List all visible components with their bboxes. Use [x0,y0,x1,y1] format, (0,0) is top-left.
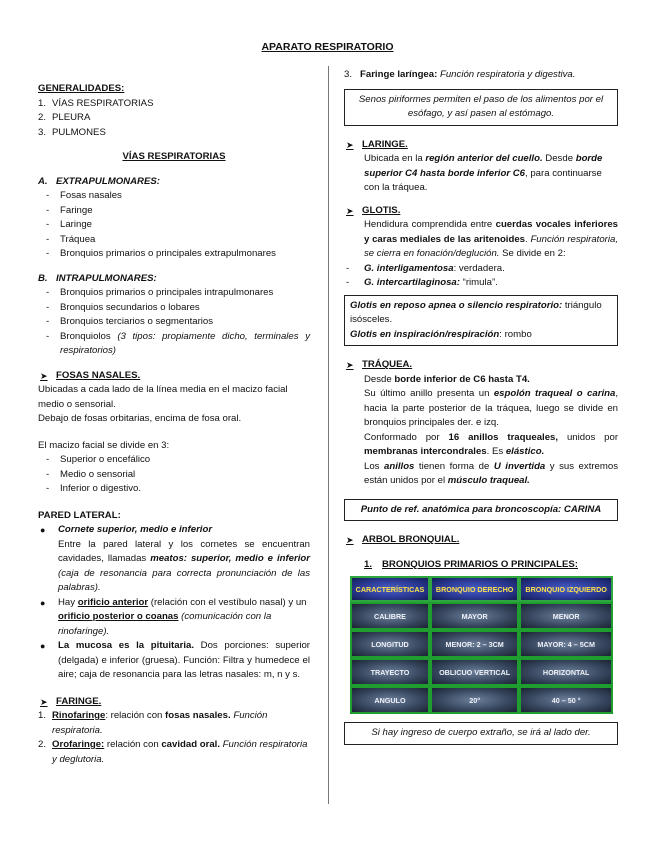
list-item: - Faringe [46,204,93,216]
list-item: 2. PLEURA [38,112,91,123]
list-item: 2. Orofaringe: relación con cavidad oral. Función respiratoria y deglutoria. [38,739,308,765]
list-item: - Bronquiolos (3 tipos: propiamente dicho, terminales y respiratorios) [46,330,310,356]
arrow-icon: ➤ [346,205,354,216]
carina-note: Punto de ref. anatómica para broncoscopía: CARINA [344,499,618,522]
arrow-icon: ➤ [346,360,354,370]
laringe-heading: ➤ LARINGE. [344,138,618,153]
glotis-box: Glotis en reposo apnea o silencio respiratorio: triángulo isósceles. Glotis en inspiración/respiración: rombo [344,295,618,347]
bronquios-table [350,576,613,714]
list-item: ● Cornete superior, medio e inferior [38,523,310,538]
laringe-text: Ubicada en la región anterior del cuello. Desde borde superior C4 hasta borde inferior C6, para continuarse con la tráquea. [364,153,603,193]
list-item: 1. Rinofaringe: relación con fosas nasales. Función respiratoria. [38,710,268,736]
right-column [344,68,618,745]
list-item: ● La mucosa es la pituitaria. Dos porciones: superior (delgada) e inferior (gruesa). Función: Filtra y humedece el aire; caja de resonancia para las letras nasales: m, n y s. [38,639,310,683]
senos-note: Senos piriformes permiten el paso de los alimentos por el esófago, y así pasen al estómago. [344,89,618,126]
table-cell: 20° [430,686,519,714]
list-item: 3. PULMONES [38,126,106,138]
bullet-icon: ● [40,641,46,651]
list-item: - Inferior o digestivo. [46,483,142,494]
bullet-icon: ● [40,597,46,608]
column-divider [328,66,329,804]
table-cell: MAYOR [430,602,519,630]
table-header-row [350,576,613,602]
list-item: ● Hay orificio anterior (relación con el vestíbulo nasal) y un orificio posterior o coanas (comunicación con la rinofaringe). [38,596,310,640]
table-row [350,602,613,630]
table-header: BRONQUIO IZQUIERDO [519,576,613,602]
arrow-icon: ➤ [346,535,354,545]
table-cell: MENOR [519,602,613,630]
traquea-text: Desde borde inferior de C6 hasta T4. Su último anillo presenta un espolón traqueal o carina, hacia la parte posterior de la tráquea, luego se divide en bronquios principales der. e izq. Conformado por 16 anillos traqueales, unidos por membranas intercondrales. Es elástico. Los anillos tienen forma de U invertida y sus extremos están unidos por el músculo traqueal. [364,373,619,486]
arbol-heading: ➤ ARBOL BRONQUIAL. [344,533,618,548]
fosas-heading: ➤ FOSAS NASALES. [38,369,310,384]
faringe-heading: ➤ FARINGE. [38,695,310,710]
table-row [350,630,613,658]
arbol-subheading: 1. BRONQUIOS PRIMARIOS O PRINCIPALES: [364,558,578,570]
fosas-p3: El macizo facial se divide en 3: [38,439,170,451]
table-row [350,658,613,686]
table-cell: HORIZONTAL [519,658,613,686]
intrapulmonares-heading: B. INTRAPULMONARES: [38,272,157,284]
table-cell: MENOR: 2 – 3CM [430,630,519,658]
list-item: - Fosas nasales [46,190,122,201]
list-item: - Laringe [46,219,93,230]
bullet-icon: ● [40,525,46,535]
pared-heading: PARED LATERAL: [38,509,121,521]
fosas-p1: Ubicadas a cada lado de la línea media en el macizo facial medio o sensorial. [38,384,288,410]
arrow-icon: ➤ [346,139,354,150]
table-header: BRONQUIO DERECHO [430,576,519,602]
table-cell: TRAYECTO [350,658,430,686]
list-item: 3. Faringe laríngea: Función respiratoria y digestiva. [344,69,576,80]
vias-heading: VÍAS RESPIRATORIAS [122,151,226,162]
table-cell: CALIBRE [350,602,430,630]
arrow-icon: ➤ [40,696,48,707]
left-column [38,82,310,767]
list-item: - Bronquios primarios o principales extrapulmonares [46,248,276,259]
table-cell: LONGITUD [350,630,430,658]
glotis-text: Hendidura comprendida entre cuerdas vocales inferiores y caras mediales de las aritenoides. Función respiratoria, se cierra en fonación/deglución. Se divide en 2: [364,219,618,259]
list-item: - Tráquea [46,233,96,245]
list-item: - G. intercartilaginosa: “rimula”. [346,277,498,288]
generalidades-heading: GENERALIDADES: [38,83,125,94]
extrapulmonares-heading: A. EXTRAPULMONARES: [38,175,160,187]
traquea-heading: ➤ TRÁQUEA. [344,358,618,373]
list-item: - Bronquios primarios o principales intrapulmonares [46,287,274,298]
list-item: - Bronquios secundarios o lobares [46,301,200,313]
table-cell: OBLICUO VERTICAL [430,658,519,686]
table-row [350,686,613,714]
list-item: - Medio o sensorial [46,468,136,480]
list-item: - Superior o encefálico [46,454,151,465]
fosas-p2: Debajo de fosas orbitarias, encima de fosa oral. [38,413,242,424]
page-title: APARATO RESPIRATORIO [261,41,394,53]
list-item: - G. interligamentosa: verdadera. [346,262,505,274]
glotis-heading: ➤ GLOTIS. [344,204,618,219]
list-item: - Bronquios terciarios o segmentarios [46,316,214,327]
table-cell: ANGULO [350,686,430,714]
cuerpo-extrano-note: Si hay ingreso de cuerpo extraño, se irá al lado der. [344,722,618,745]
list-item: 1. VÍAS RESPIRATORIAS [38,97,154,109]
pared-text: Entre la pared lateral y los cornetes se encuentran cavidades, llamadas meatos: superior, medio e inferior (caja de resonancia para correcta pronunciación de las palabras). [58,538,310,593]
table-header: CARACTERÍSTICAS [350,576,430,602]
table-cell: 40 – 50 ° [519,686,613,714]
table-cell: MAYOR: 4 – 5CM [519,630,613,658]
arrow-icon: ➤ [40,370,48,381]
